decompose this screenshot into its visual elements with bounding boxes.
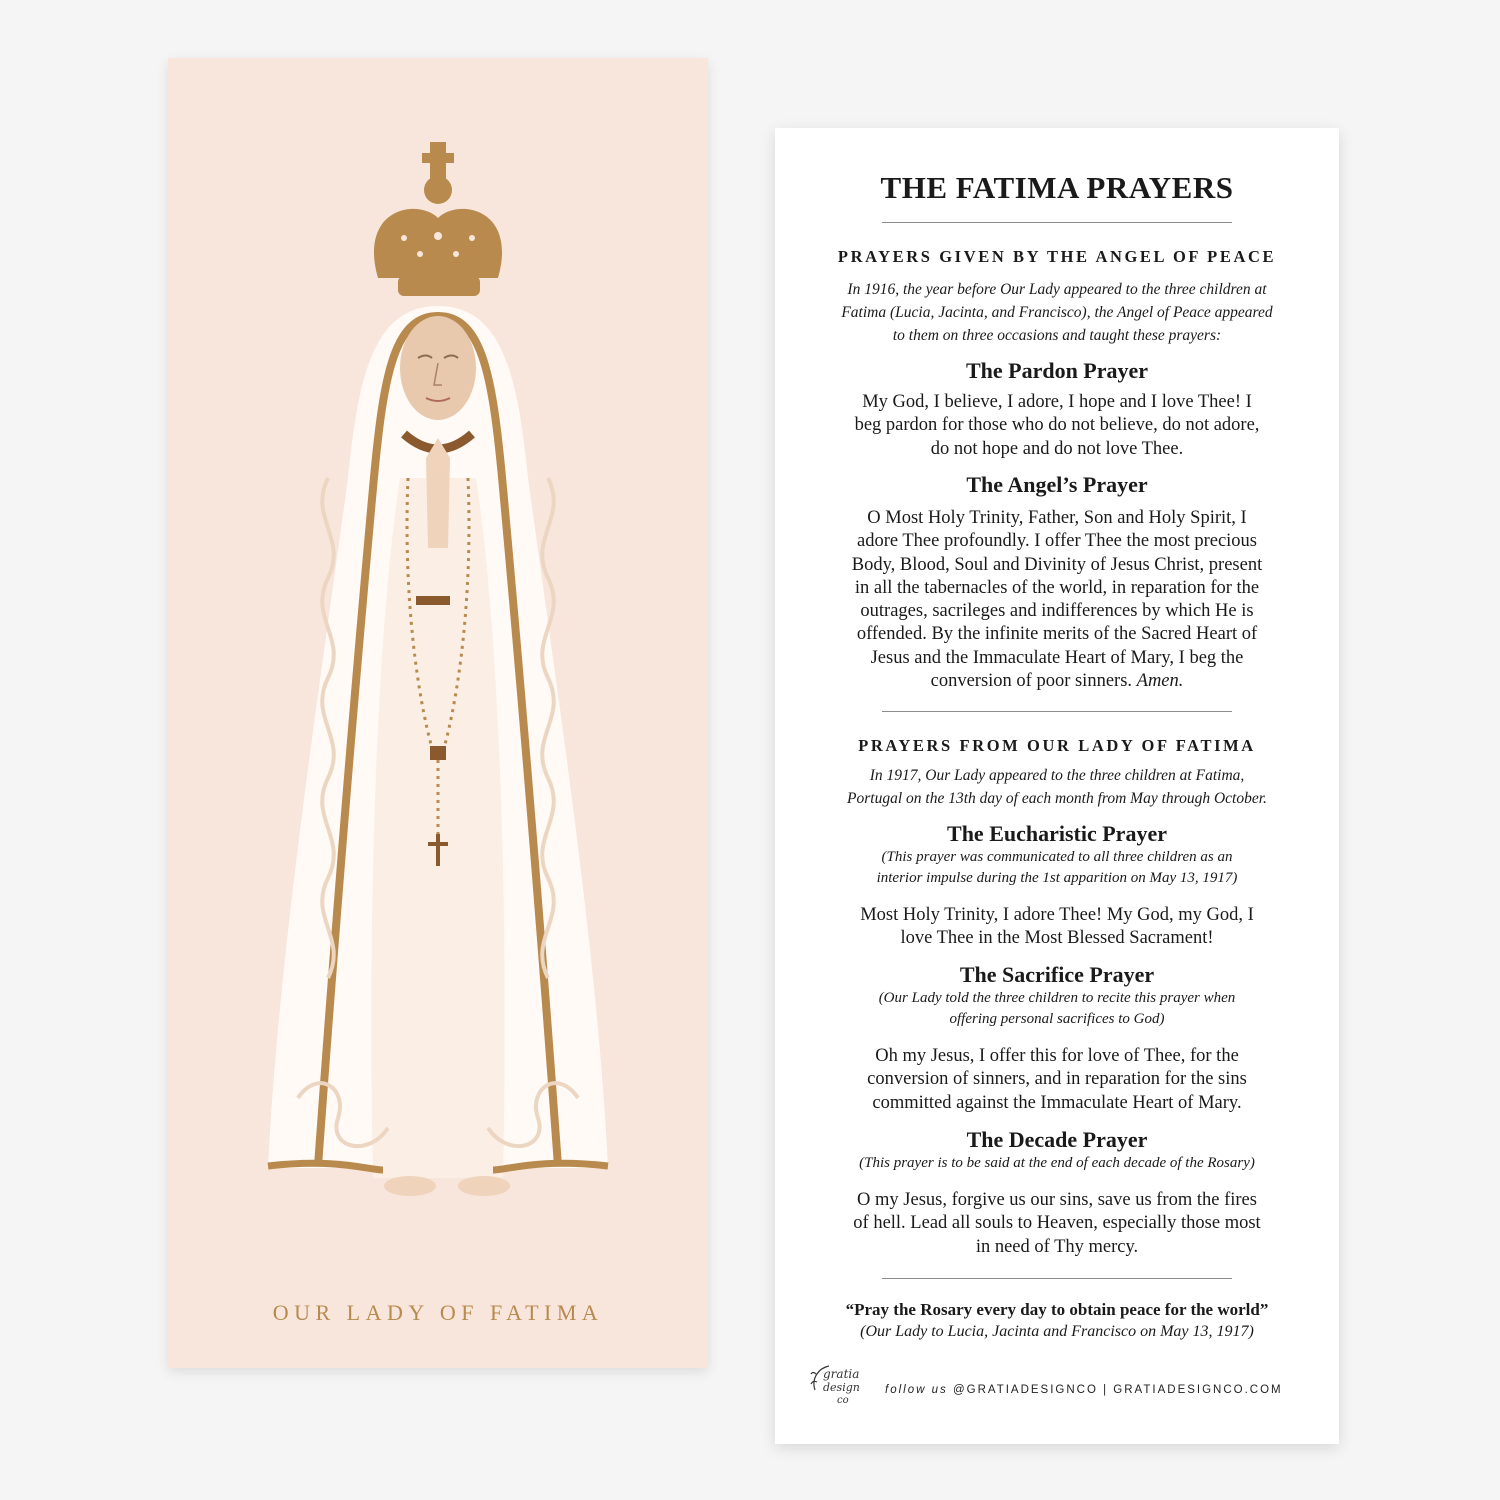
our-lady-of-fatima-illustration [168,58,708,1368]
svg-text:design: design [823,1381,860,1394]
prayer-text-eucharistic: Most Holy Trinity, I adore Thee! My God, my God, I love Thee in the Most Blessed Sacrament! [860,905,1254,949]
gratia-design-logo [809,1360,873,1408]
back-card [775,128,1339,1444]
section-heading-angel: PRAYERS GIVEN BY THE ANGEL OF PEACE [837,247,1277,266]
prayer-title-angel: The Angel’s Prayer [966,472,1148,497]
praying-hands [426,438,450,548]
section-intro-angel: In 1916, the year before Our Lady appeared to the three children at Fatima (Lucia, Jacinta, and Francisco), the Angel of Peace appeared to them on three occasions and taught these prayers: [841,281,1273,344]
front-card [168,58,708,1368]
prayer-text-sacrifice: Oh my Jesus, I offer this for love of Thee, for the conversion of sinners, and in reparation for the sins committed against the Immaculate Heart of Mary. [867,1046,1247,1113]
section-heading-lady: PRAYERS FROM OUR LADY OF FATIMA [858,736,1256,755]
prayer-note-decade: (This prayer is to be said at the end of each decade of the Rosary) [859,1155,1255,1171]
prayer-text-decade: O my Jesus, forgive us our sins, save us from the fires of hell. Lead all souls to Heaven, especially those most in need of Thy mercy. [853,1190,1261,1257]
divider [882,1278,1232,1279]
prayer-note-eucharistic: (This prayer was communicated to all three children as an interior impulse during the 1st apparition on May 13, 1917) [876,849,1238,886]
footer-links: follow us @GRATIADESIGNCO | GRATIADESIGNCO.COM [885,1384,1283,1396]
prayer-title-sacrifice: The Sacrifice Prayer [959,962,1155,987]
svg-text:gratia: gratia [823,1367,860,1381]
card-caption: OUR LADY OF FATIMA [272,1300,604,1325]
prayer-text-pardon: My God, I believe, I adore, I hope and I love Thee! I beg pardon for those who do not believe, do not adore, do not hope and do not love Thee. [854,392,1260,459]
divider [882,711,1232,712]
crown [374,142,502,296]
prayer-text-angel: O Most Holy Trinity, Father, Son and Holy Spirit, I adore Thee profoundly. I offer Thee the most precious Body, Blood, Soul and Divinity of Jesus Christ, present in all the tabernacles of the world, in reparation for the outrages, sacrileges and indifferences by which He is offended. By the infinite merits of the Sacred Heart of Jesus and the Immaculate Heart of Mary, I beg the conversion of poor sinners. Amen. [851,508,1263,692]
section-intro-lady: In 1917, Our Lady appeared to the three children at Fatima, Portugal on the 13th day of each month from May through October. [847,767,1267,807]
card-title: THE FATIMA PRAYERS [880,170,1234,205]
prayer-title-pardon: The Pardon Prayer [965,358,1149,383]
svg-text:co: co [837,1395,849,1406]
dress [371,478,504,1178]
prayer-title-eucharistic: The Eucharistic Prayer [947,821,1167,846]
face [400,316,476,420]
divider [882,222,1232,223]
quote-attribution: (Our Lady to Lucia, Jacinta and Francisco on May 13, 1917) [860,1323,1254,1340]
rosary-quote: “Pray the Rosary every day to obtain peace for the world” [845,1300,1269,1319]
prayer-title-decade: The Decade Prayer [966,1127,1148,1152]
prayer-note-sacrifice: (Our Lady told the three children to recite this prayer when offering personal sacrifices to God) [878,990,1236,1027]
